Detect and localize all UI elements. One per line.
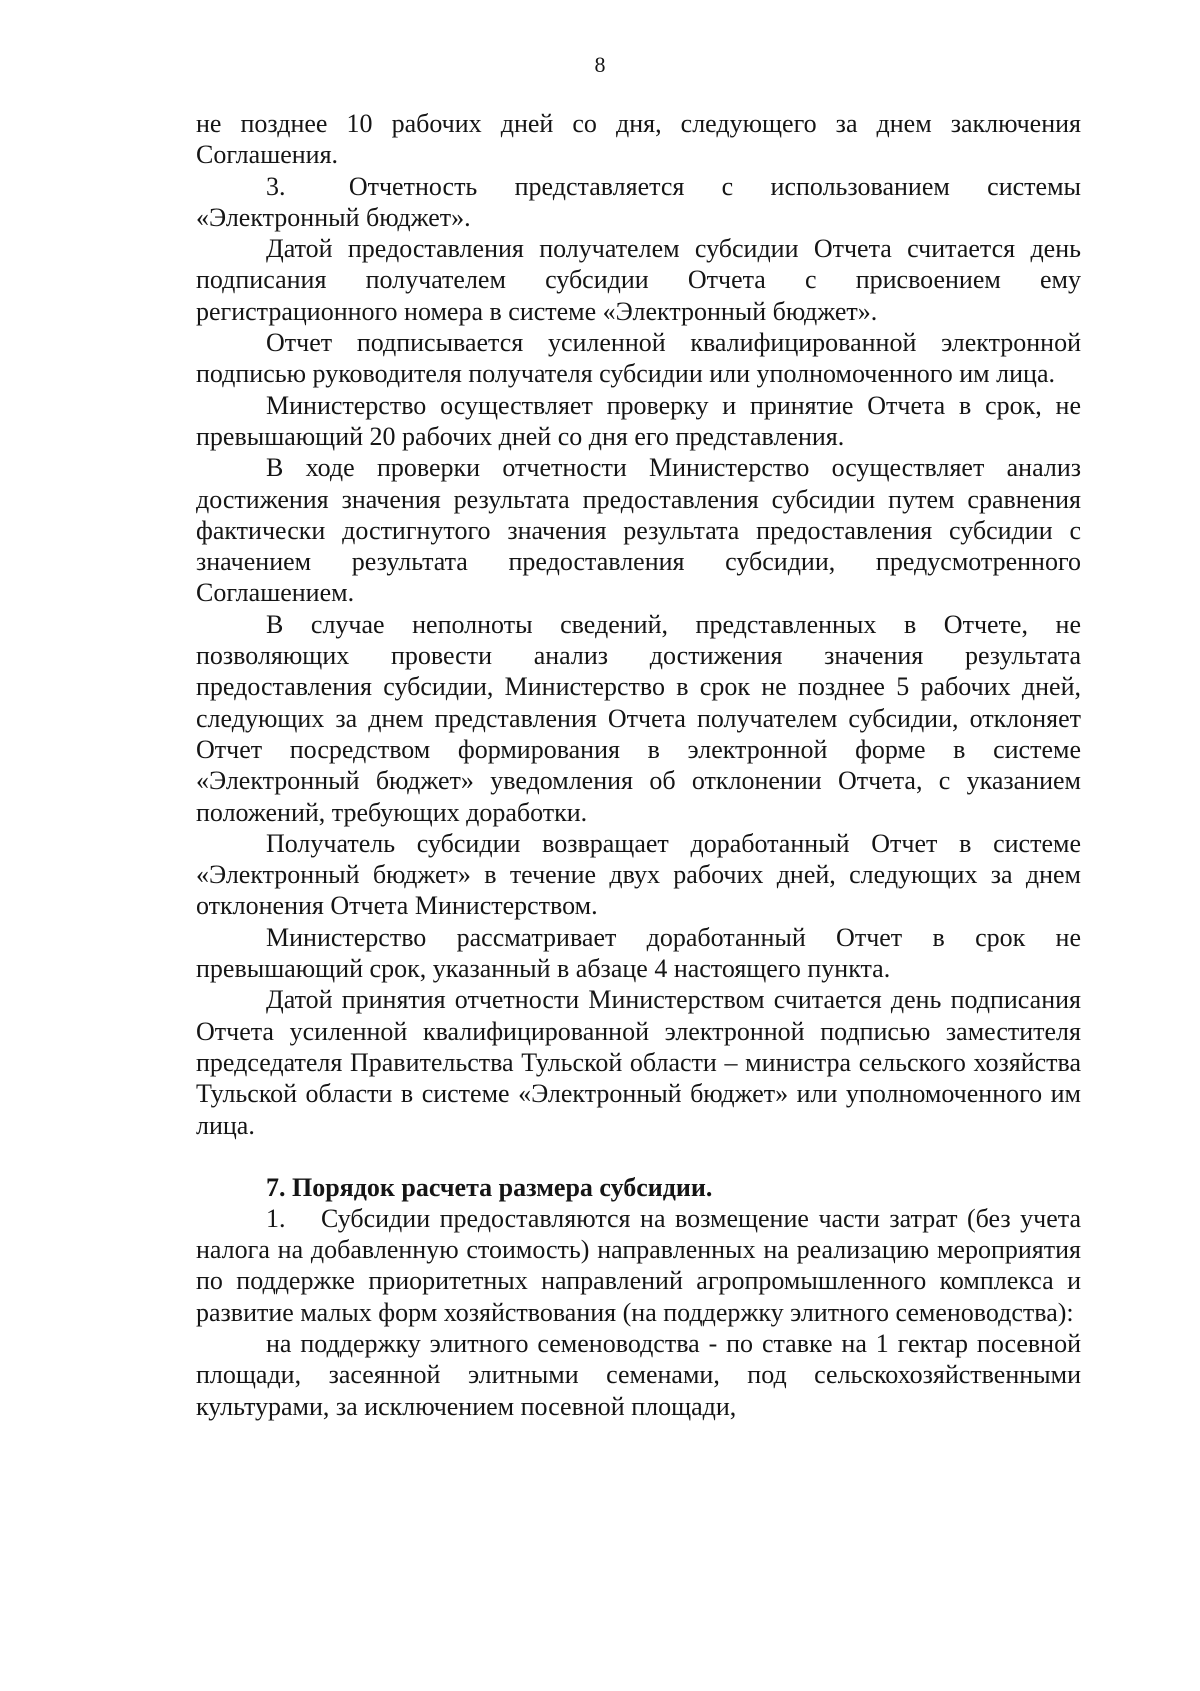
- paragraph: В ходе проверки отчетности Министерство осуществляет анализ достижения значения результата предоставления субсидии путем сравнения фактически достигнутого значения результата предоставления субсидии с значением результата предоставления субсидии, предусмотренного Соглашением.: [196, 453, 1081, 608]
- paragraph: Получатель субсидии возвращает доработанный Отчет в системе «Электронный бюджет» в течение двух рабочих дней, следующих за днем отклонения Отчета Министерством.: [196, 828, 1081, 921]
- paragraph: Отчет подписывается усиленной квалифицированной электронной подписью руководителя получателя субсидии или уполномоченного им лица.: [196, 328, 1081, 389]
- paragraph: Министерство осуществляет проверку и принятие Отчета в срок, не превышающий 20 рабочих дней со дня его представления.: [196, 390, 1081, 451]
- paragraph: 3. Отчетность представляется с использованием системы «Электронный бюджет».: [196, 171, 1081, 232]
- section-heading: 7. Порядок расчета размера субсидии.: [266, 1172, 713, 1202]
- paragraph: на поддержку элитного семеноводства - по ставке на 1 гектар посевной площади, засеянной элитными семенами, под сельскохозяйственными культурами, за исключением посевной площади,: [196, 1328, 1081, 1421]
- paragraph: Датой предоставления получателем субсидии Отчета считается день подписания получателем субсидии Отчета с присвоением ему регистрационного номера в системе «Электронный бюджет».: [196, 234, 1081, 326]
- paragraph: Министерство рассматривает доработанный Отчет в срок не превышающий срок, указанный в абзаце 4 настоящего пункта.: [196, 922, 1081, 984]
- paragraph: Датой принятия отчетности Министерством считается день подписания Отчета усиленной квалифицированной электронной подписью заместителя председателя Правительства Тульской области – министра сельского хозяйства Тульской области в системе «Электронный бюджет» или уполномоченного им лица.: [196, 985, 1081, 1140]
- paragraph: не позднее 10 рабочих дней со дня, следующего за днем заключения Соглашения.: [196, 109, 1081, 170]
- document-body: [196, 108, 1081, 1422]
- paragraph: 1. Субсидии предоставляются на возмещение части затрат (без учета налога на добавленную стоимость) направленных на реализацию мероприятия по поддержке приоритетных направлений агропромышленного комплекса и развитие малых форм хозяйствования (на поддержку элитного семеноводства):: [196, 1203, 1081, 1327]
- page-number: 8: [594, 52, 606, 77]
- paragraph: В случае неполноты сведений, представленных в Отчете, не позволяющих провести анализ достижения значения результата предоставления субсидии, Министерство в срок не позднее 5 рабочих дней, следующих за днем представления Отчета получателем субсидии, отклоняет Отчет посредством формирования в электронной форме в системе «Электронный бюджет» уведомления об отклонении Отчета, с указанием положений, требующих доработки.: [196, 609, 1081, 827]
